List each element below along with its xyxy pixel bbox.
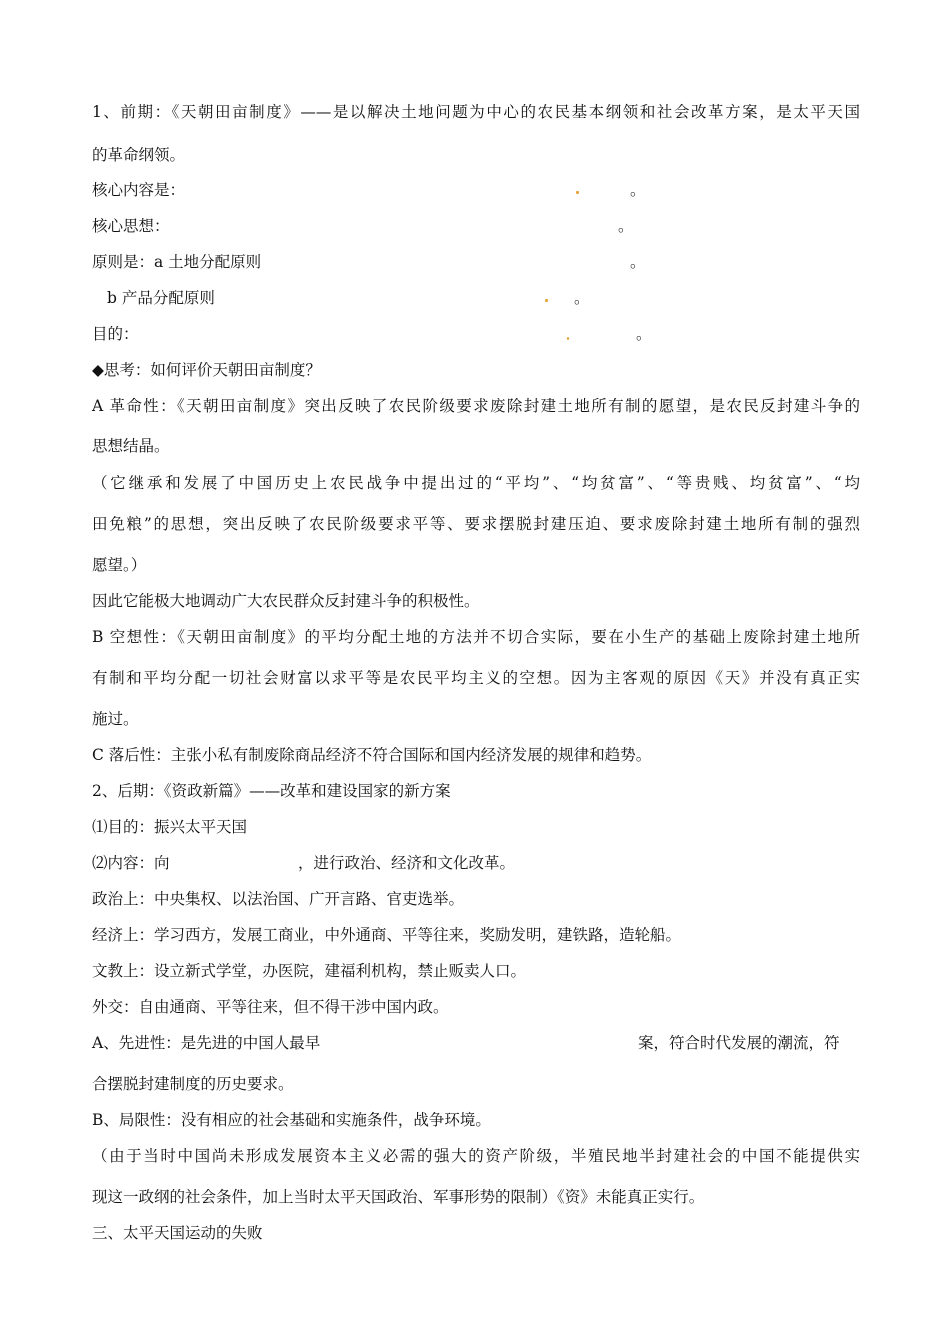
purpose-label: 目的： — [92, 325, 139, 343]
principle-b-label: b 产品分配原则 — [107, 289, 215, 307]
blank-end-mark: 。 — [618, 217, 634, 235]
para-advanced-label: A、先进性：是先进的中国人最早 — [92, 1034, 321, 1052]
blank-end-mark: 。 — [636, 325, 652, 343]
item-content-rest: ，进行政治、经济和文化改革。 — [298, 854, 516, 872]
heading-section-3: 三、太平天国运动的失败 — [92, 1224, 263, 1242]
stray-dot — [567, 337, 569, 340]
principle-a-label: 原则是：a 土地分配原则 — [92, 253, 262, 271]
para-revolutionary: A 革命性：《天朝田亩制度》突出反映了农民阶级要求废除封建土地所有制的愿望，是农民反封建斗争的 — [92, 397, 860, 415]
core-thought-label: 核心思想： — [92, 217, 170, 235]
para-early-period: 1、前期：《天朝田亩制度》——是以解决土地问题为中心的农民基本纲领和社会改革方案，是太平天国 — [92, 103, 860, 121]
para-revolutionary-cont: 思想结晶。 — [92, 437, 170, 455]
para-economy: 经济上：学习西方，发展工商业，中外通商、平等往来，奖励发明，建铁路，造轮船。 — [92, 926, 682, 944]
para-mobilize: 因此它能极大地调动广大农民群众反封建斗争的积极性。 — [92, 592, 480, 610]
para-early-period-cont: 的革命纲领。 — [92, 146, 186, 164]
para-utopian: B 空想性：《天朝田亩制度》的平均分配土地的方法并不切合实际，要在小生产的基础上废除封建土地所 — [92, 628, 860, 646]
item-content-label: ⑵内容：向 — [92, 854, 170, 872]
para-utopian-end: 施过。 — [92, 710, 139, 728]
blank-end-mark: 。 — [574, 289, 590, 307]
para-note-1: （它继承和发展了中国历史上农民战争中提出过的“平均”、“均贫富”、“等贵贱、均贫富”、“均 — [92, 474, 860, 492]
heading-later-period: 2、后期：《资政新篇》——改革和建设国家的新方案 — [92, 782, 451, 800]
core-content-label: 核心内容是： — [92, 181, 186, 199]
stray-dot — [545, 299, 548, 302]
blank-end-mark: 。 — [630, 181, 646, 199]
para-note-1-end: 愿望。） — [92, 556, 147, 574]
item-purpose: ⑴目的：振兴太平天国 — [92, 818, 248, 836]
para-utopian-cont: 有制和平均分配一切社会财富以求平等是农民平均主义的空想。因为主客观的原因《天》并没有真正实 — [92, 669, 860, 687]
para-culture: 文教上：设立新式学堂，办医院，建福利机构，禁止贩卖人口。 — [92, 962, 527, 980]
para-politics: 政治上：中央集权、以法治国、广开言路、官吏选举。 — [92, 890, 465, 908]
para-backward: C 落后性：主张小私有制废除商品经济不符合国际和国内经济发展的规律和趋势。 — [92, 746, 652, 764]
para-diplomacy: 外交：自由通商、平等往来，但不得干涉中国内政。 — [92, 998, 449, 1016]
para-advanced-rest: 案，符合时代发展的潮流，符 — [638, 1034, 840, 1052]
blank-end-mark: 。 — [630, 253, 646, 271]
para-note-1-cont: 田免粮”的思想，突出反映了农民阶级要求平等、要求摆脱封建压迫、要求废除封建土地所有制的强烈 — [92, 515, 860, 533]
para-advanced-cont: 合摆脱封建制度的历史要求。 — [92, 1075, 294, 1093]
para-note-2: （由于当时中国尚未形成发展资本主义必需的强大的资产阶级，半殖民地半封建社会的中国不能提供实 — [92, 1147, 860, 1165]
para-limitation: B、局限性：没有相应的社会基础和实施条件，战争环境。 — [92, 1111, 491, 1129]
para-note-2-cont: 现这一政纲的社会条件，加上当时太平天国政治、军事形势的限制）《资》未能真正实行。 — [92, 1188, 705, 1206]
think-question: ◆思考：如何评价天朝田亩制度？ — [92, 361, 321, 379]
stray-dot — [576, 191, 579, 194]
